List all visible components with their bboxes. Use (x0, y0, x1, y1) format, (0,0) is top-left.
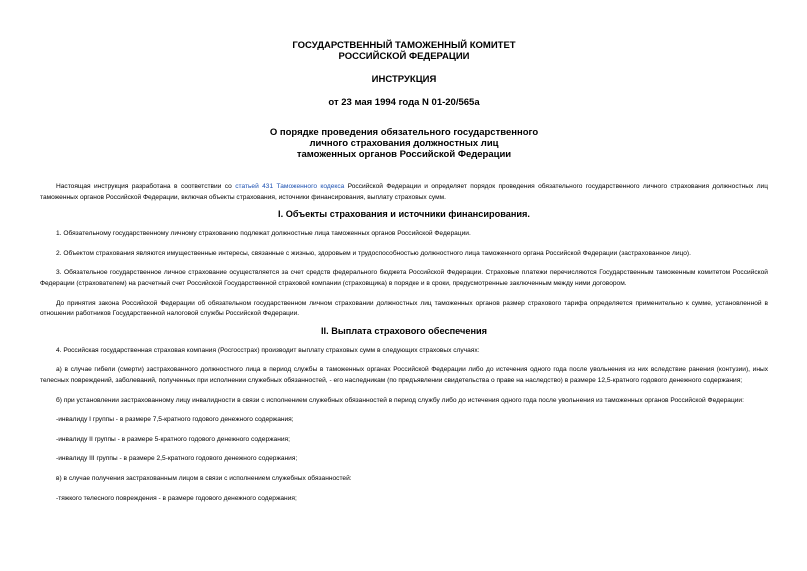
disability-group-2: -инвалиду II группы - в размере 5-кратного годового денежного содержания; (56, 435, 290, 443)
clause-3: 3. Обязательное государственное личное страхование осуществляется за счет средств федерального бюджета Российской Федерации. Страховые платежи перечисляются Государственным таможенным комитетом Российской Федерации (страхователем) на расчетный счет Российской Государственной страховой компании (страховщика) в порядке и в сроки, предусмотренные заключенным между ними договором. (40, 269, 768, 287)
clause-4-a: а) в случае гибели (смерти) застрахованного должностного лица в период службы в таможенных органах Российской Федерации либо до истечения одного года после увольнения из них вследствие ранения (контузии), иных телесных повреждений, заболеваний, полученных при исполнении служебных обязанностей, - его наследникам (по предъявлении свидетельства о праве на наследство) в размере 12,5-кратного годового денежного содержания; (40, 366, 768, 384)
disability-group-3: -инвалиду III группы - в размере 2,5-кратного годового денежного содержания; (56, 455, 298, 463)
subject-line-3: таможенных органов Российской Федерации (296, 149, 512, 160)
document-type: ИНСТРУКЦИЯ (371, 74, 437, 85)
section-1-title: I. Объекты страхования и источники финансирования. (278, 209, 530, 220)
clause-1: 1. Обязательному государственному личному страхованию подлежат должностные лица таможенных органов Российской Федерации. (56, 230, 471, 238)
issuer-line-2: РОССИЙСКОЙ ФЕДЕРАЦИИ (338, 51, 470, 62)
intro-text-after: Российской Федерации и определяет порядок проведения обязательного государственного личного страхования должностных лиц таможенных органов Российской Федерации, включая объекты страхования, источники финансирования, выплату страховых сумм. (40, 183, 768, 201)
issuer-line-1: ГОСУДАРСТВЕННЫЙ ТАМОЖЕННЫЙ КОМИТЕТ (292, 40, 516, 51)
severe-injury-item: -тяжкого телесного повреждения - в размере годового денежного содержания; (56, 494, 297, 502)
clause-4-b: б) при установлении застрахованному лицу инвалидности в связи с исполнением служебных обязанностей в период службу либо до истечения одного года после увольнения из таможенных органов Российской Федерации: (56, 396, 744, 404)
clause-3-note: До принятия закона Российской Федерации об обязательном государственном личном страховании должностных лиц таможенных органов размер страхового тарифа определяется применительно к сумме, установленной в отношении работников Государственной налоговой службы Российской Федерации. (40, 299, 768, 318)
intro-text-before: Настоящая инструкция разработана в соответствии со (56, 183, 236, 190)
clause-4-v: в) в случае получения застрахованным лицом в связи с исполнением служебных обязанностей: (56, 474, 352, 482)
clause-2: 2. Объектом страхования являются имущественные интересы, связанные с жизнью, здоровьем и трудоспособностью должностного лица таможенного органа Российской Федерации (застрахованное лицо). (56, 249, 691, 257)
intro-paragraph (40, 182, 768, 203)
tax-code-article-link[interactable]: статьей 431 Таможенного кодекса (235, 183, 345, 190)
clause-4: 4. Российская государственная страховая компания (Росгосстрах) производит выплату страховых сумм в следующих страховых случаях: (56, 346, 480, 354)
section-2-title: II. Выплата страхового обеспечения (321, 325, 487, 336)
document-subject (40, 127, 768, 160)
document-page (40, 40, 768, 504)
disability-group-1: -инвалиду I группы - в размере 7,5-кратного годового денежного содержания; (56, 416, 294, 424)
subject-line-1: О порядке проведения обязательного государственного (269, 127, 539, 138)
document-date-number: от 23 мая 1994 года N 01-20/565а (328, 97, 480, 108)
subject-line-2: личного страхования должностных лиц (309, 138, 499, 149)
